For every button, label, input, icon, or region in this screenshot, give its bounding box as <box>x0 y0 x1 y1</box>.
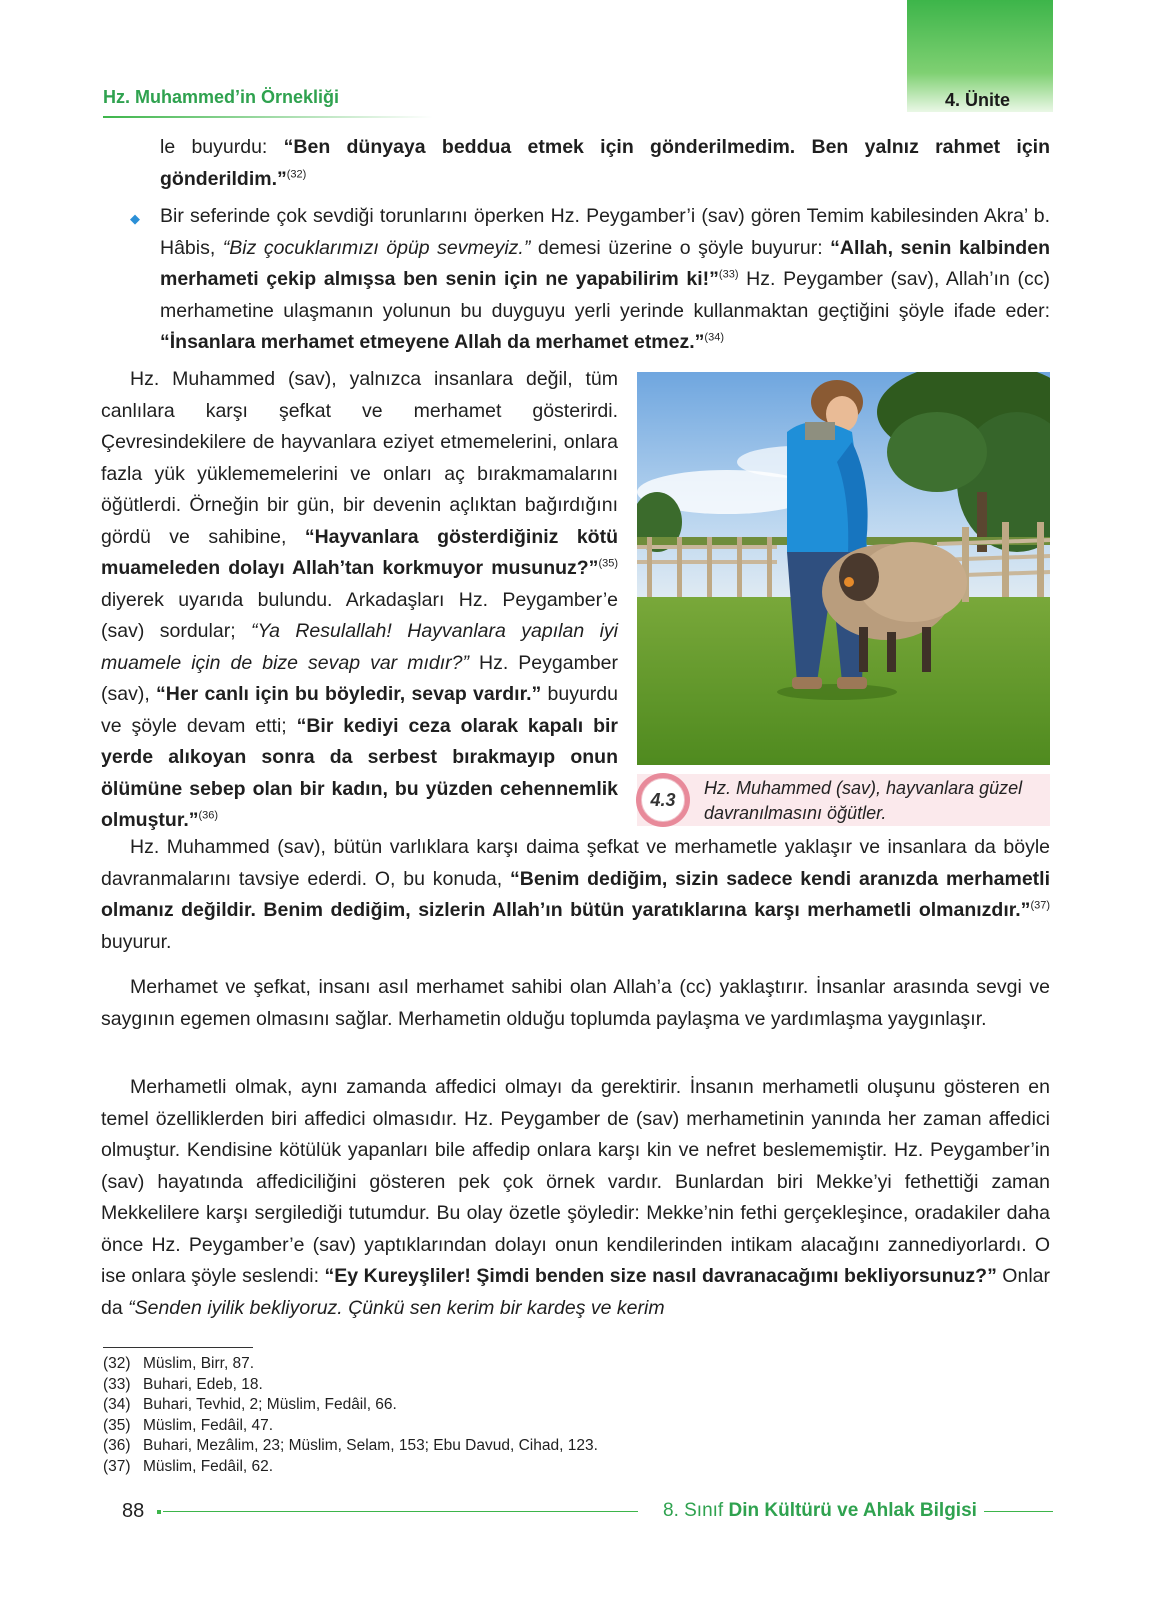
text-span: Hz. Peygamber (sav), <box>101 651 618 705</box>
footnote-item <box>103 1354 598 1375</box>
footnote-ref: (36) <box>198 809 219 822</box>
footnote-ref: (35) <box>598 557 618 570</box>
text-span: demesi üzerine o şöyle buyurur: <box>530 236 831 259</box>
quote-italic: “Biz çocuklarımızı öpüp sevmeyiz.” <box>222 236 531 259</box>
hadith-quote: “Allah, senin kalbinden merhameti çekip almışsa ben senin için ne yapabilirim ki!” <box>160 236 1050 290</box>
footer-dot <box>157 1510 161 1514</box>
paragraph-mercy <box>101 972 1050 1035</box>
footnote-divider <box>103 1347 253 1348</box>
footnote-text: Müslim, Birr, 87. <box>143 1355 255 1372</box>
footnote-ref: (34) <box>704 331 724 344</box>
footnotes-list <box>103 1354 598 1477</box>
footnote-text: Buhari, Edeb, 18. <box>143 1375 263 1393</box>
paragraph-continuation <box>160 132 1050 195</box>
text-span: diyerek uyarıda bulundu. Arkadaşları Hz. Peygamber’e (sav) sordular; <box>101 588 618 642</box>
footnote-item <box>103 1395 598 1416</box>
footnote-ref: (32) <box>286 168 307 180</box>
text-span: Onlar da <box>101 1265 1050 1319</box>
footer-book-name: Din Kültürü ve Ahlak Bilgisi <box>728 1500 977 1521</box>
diamond-bullet-icon: ◆ <box>130 211 140 226</box>
footnote-ref: (37) <box>1030 899 1050 912</box>
footnote-text: Müslim, Fedâil, 47. <box>143 1416 274 1434</box>
footnote-text: Buhari, Tevhid, 2; Müslim, Fedâil, 66. <box>143 1396 397 1413</box>
footnote-number: (37) <box>103 1457 131 1475</box>
hadith-quote: “Hayvanlara gösterdiğiniz kötü muameleden dolayı Allah’tan korkmuyor musunuz?” <box>101 525 619 579</box>
hadith-quote: “Her canlı için bu böyledir, sevap vardır.” <box>155 683 542 705</box>
text-span: Merhametli olmak, aynı zamanda affedici olmayı da gerektirir. İnsanın merhametli oluşunu gösteren en temel özelliklerden biri affedici olmasıdır. Hz. Peygamber de (sav) merhametinin yanında her zaman affedici olmuştur. Kendisine kötülük yapanları bile affedip onlara karşı kin ve nefret beslememiştir. Hz. Peygamber’in (sav) hayatında affediciliğini gösteren pek çok örnek vardır. Bunlardan biri Mekke’yi fethettiği zaman Mekkelilere karşı sergilediği tutumdur. Bu olay özetle şöyledir: Mekke’nin fethi gerçekleşince, oradakiler daha önce Hz. Peygamber’e (sav) yaptıklarından dolayı onun kendilerinden intikam alacağını zannediyorlardı. O ise onlara şöyle seslendi: <box>101 1076 1050 1287</box>
figure-caption: Hz. Muhammed (sav), hayvanlara güzel davranılmasını öğütler. <box>704 778 1023 823</box>
hadith-quote: “Ben dünyaya beddua etmek için gönderilmedim. Ben yalnız rahmet için gönderildim.” <box>160 136 1050 190</box>
footnote-ref: (33) <box>718 268 739 281</box>
text-span: buyurdu ve şöyle devam etti; <box>101 683 618 737</box>
hadith-quote: “Ey Kureyşliler! Şimdi benden size nasıl davranacağımı bekliyorsunuz?” <box>324 1265 997 1287</box>
footnote-item <box>103 1457 598 1478</box>
footer-book-title <box>663 1500 977 1522</box>
text-span: Merhamet ve şefkat, insanı asıl merhamet sahibi olan Allah’a (cc) yaklaştırır. İnsanlar arasında sevgi ve saygının egemen olmasını sağlar. Merhametin olduğu toplumda paylaşma ve yardımlaşma yaygınlaşır. <box>101 976 1050 1030</box>
footer-rule-right <box>984 1511 1053 1512</box>
quote-italic: “Ya Resulallah! Hayvanlara yapılan iyi muamele için de bize sevap var mıdır?” <box>101 620 618 674</box>
text-span: Hz. Muhammed (sav), yalnızca insanlara değil, tüm canlılara karşı şefkat ve merhamet gösterirdi. Çevresindekilere de hayvanlara eziyet etmemelerini, onlara fazla yük yüklememelerini ve onları aç bırakmamalarını öğütlerdi. Örneğin bir gün, bir devenin açlıktan bağırdığını gördü ve sahibine, <box>101 368 618 548</box>
hadith-quote: “İnsanlara merhamet etmeyene Allah da merhamet etmez.” <box>160 331 705 353</box>
text-span: le buyurdu: <box>160 136 284 158</box>
bullet-paragraph <box>160 201 1050 359</box>
chapter-title: Hz. Muhammed’in Örnekliği <box>103 87 340 107</box>
quote-italic: “Senden iyilik bekliyoruz. Çünkü sen kerim bir kardeş ve kerim <box>128 1296 665 1319</box>
footnote-number: (35) <box>103 1416 131 1434</box>
paragraph-all-beings <box>101 832 1050 958</box>
footnote-item <box>103 1375 598 1396</box>
figure-photo-boy-feeding-sheep <box>637 372 1050 765</box>
text-span: Bir seferinde çok sevdiği torunlarını öperken Hz. Peygamber’i (sav) gören Temim kabilesinden Akra’ b. Hâbis, <box>160 205 1050 259</box>
footnote-number: (33) <box>103 1375 131 1393</box>
footnote-item <box>103 1436 598 1457</box>
text-span: Hz. Peygamber (sav), Allah’ın (cc) merhametine ulaşmanın yolunun bu duyguyu yerli yerinde kullanmaktan geçtiğini şöyle ifade eder: <box>160 268 1050 322</box>
footnote-text: Müslim, Fedâil, 62. <box>143 1457 274 1475</box>
text-span: buyurur. <box>101 930 172 953</box>
unit-label: 4. Ünite <box>945 90 1011 110</box>
page-number: 88 <box>122 1500 145 1522</box>
chapter-title-underline <box>103 116 433 118</box>
footnote-text: Buhari, Mezâlim, 23; Müslim, Selam, 153; Ebu Davud, Cihad, 123. <box>143 1437 598 1454</box>
footnote-number: (32) <box>103 1355 131 1372</box>
footnote-item <box>103 1416 598 1437</box>
figure-number-badge: 4.3 <box>641 778 685 822</box>
hadith-quote: “Benim dediğim, sizin sadece kendi aranızda merhametli olmanız değildir. Benim dediğim, sizlerin Allah’ın bütün yaratıklarına karşı merhametli olmanızdır.” <box>101 867 1050 921</box>
paragraph-forgiveness <box>101 1072 1050 1324</box>
hadith-quote: “Bir kediyi ceza olarak kapalı bir yerde alıkoyan sonra da serbest bırakmayıp onun ölümüne sebep olan bir kadın, bu yüzden cehennemlik olmuştur.” <box>101 714 618 831</box>
text-span: Hz. Muhammed (sav), bütün varlıklara karşı daima şefkat ve merhametle yaklaşır ve insanlara da böyle davranmalarını tavsiye ederdi. O, bu konuda, <box>101 836 1050 890</box>
footer-grade: 8. Sınıf <box>663 1500 729 1521</box>
footer-rule-left <box>163 1511 638 1512</box>
footnote-number: (34) <box>103 1396 131 1413</box>
footnote-number: (36) <box>103 1437 131 1454</box>
paragraph-animals <box>101 364 618 837</box>
